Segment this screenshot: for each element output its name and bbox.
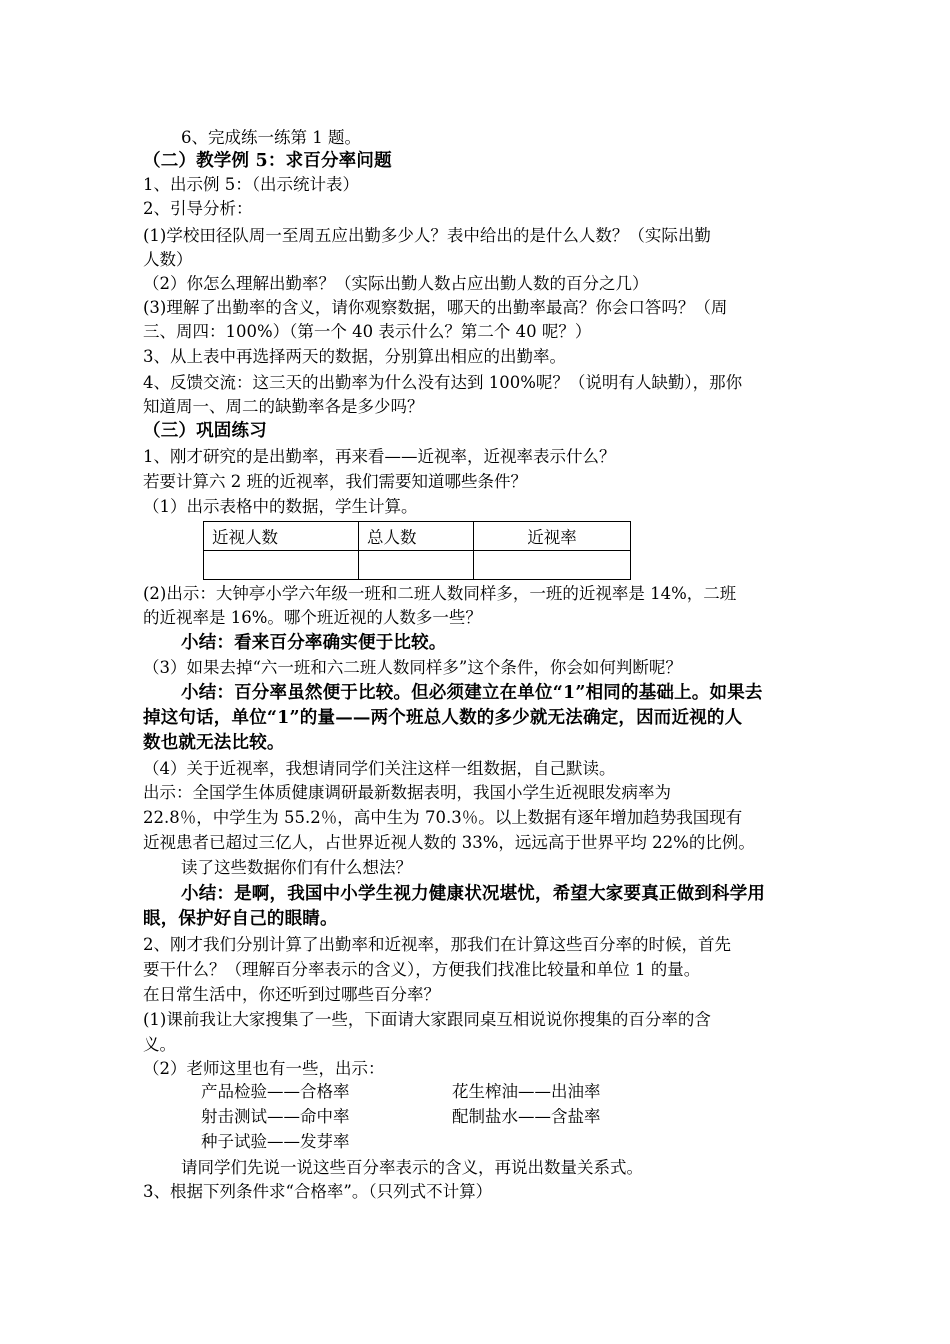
- paragraph-line: 近视患者已超过三亿人，占世界近视人数的 33%，远远高于世界平均 22%的比例。: [143, 833, 755, 852]
- section-heading-practice: （三）巩固练习: [143, 421, 267, 441]
- paragraph-line: 人数）: [143, 250, 193, 269]
- rate-item: 种子试验——发芽率: [201, 1132, 350, 1151]
- paragraph-line: 3、根据下列条件求“合格率”。（只列式不计算）: [143, 1182, 493, 1201]
- table-header-cell: 总人数: [359, 522, 474, 551]
- paragraph-line: 若要计算六 2 班的近视率，我们需要知道哪些条件？: [143, 472, 527, 491]
- section-heading-example5: （二）教学例 5：求百分率问题: [143, 151, 392, 171]
- table-cell: [474, 551, 631, 580]
- table-row: [204, 551, 631, 580]
- paragraph-line: 2、引导分析：: [143, 199, 253, 218]
- myopia-table: [203, 521, 631, 580]
- paragraph-line: 3、从上表中再选择两天的数据，分别算出相应的出勤率。: [143, 347, 566, 366]
- paragraph-line: 4、反馈交流：这三天的出勤率为什么没有达到 100%呢？（说明有人缺勤），那你: [143, 373, 743, 392]
- summary-line: 小结：看来百分率确实便于比较。: [181, 633, 447, 653]
- paragraph-line: （2）老师这里也有一些，出示：: [143, 1059, 385, 1078]
- table-cell: [204, 551, 359, 580]
- table-header-cell: 近视人数: [204, 522, 359, 551]
- paragraph-line: 的近视率是 16%。哪个班近视的人数多一些？: [143, 608, 482, 627]
- paragraph-line: (1)课前我让大家搜集了一些，下面请大家跟同桌互相说说你搜集的百分率的含: [143, 1010, 711, 1029]
- paragraph-line: 出示：全国学生体质健康调研最新数据表明，我国小学生近视眼发病率为: [143, 783, 671, 802]
- exercise-line: 6、完成练一练第 1 题。: [181, 128, 361, 147]
- summary-line: 数也就无法比较。: [143, 733, 285, 753]
- rate-item: 产品检验——合格率: [201, 1082, 350, 1101]
- summary-line: 小结：是啊，我国中小学生视力健康状况堪忧，希望大家要真正做到科学用: [181, 884, 766, 904]
- paragraph-line: 1、出示例 5：（出示统计表）: [143, 175, 359, 194]
- paragraph-line: 1、刚才研究的是出勤率，再来看——近视率，近视率表示什么？: [143, 447, 616, 466]
- paragraph-line: 请同学们先说一说这些百分率表示的含义，再说出数量关系式。: [181, 1158, 643, 1177]
- paragraph-line: （2）你怎么理解出勤率？（实际出勤人数占应出勤人数的百分之几）: [143, 274, 649, 293]
- paragraph-line: 2、刚才我们分别计算了出勤率和近视率，那我们在计算这些百分率的时候，首先: [143, 935, 731, 954]
- paragraph-line: (2)出示：大钟亭小学六年级一班和二班人数同样多，一班的近视率是 14%，二班: [143, 584, 737, 603]
- paragraph-line: 三、周四：100%）（第一个 40 表示什么？第二个 40 呢？）: [143, 322, 592, 341]
- table-header-cell: 近视率: [474, 522, 631, 551]
- paragraph-line: （4）关于近视率，我想请同学们关注这样一组数据，自己默读。: [143, 759, 616, 778]
- rate-item: 射击测试——命中率: [201, 1107, 350, 1126]
- paragraph-line: 要干什么？（理解百分率表示的含义），方便我们找准比较量和单位 1 的量。: [143, 960, 701, 979]
- paragraph-line: 义。: [143, 1035, 176, 1054]
- paragraph-line: 22.8％，中学生为 55.2％，高中生为 70.3％。以上数据有逐年增加趋势我国现有: [143, 808, 743, 827]
- paragraph-line: (1)学校田径队周一至周五应出勤多少人？表中给出的是什么人数？（实际出勤: [143, 226, 711, 245]
- table-header-row: [204, 522, 631, 551]
- summary-line: 小结：百分率虽然便于比较。但必须建立在单位“1”相同的基础上。如果去: [181, 683, 763, 703]
- summary-line: 眼，保护好自己的眼睛。: [143, 909, 338, 929]
- paragraph-line: 在日常生活中，你还听到过哪些百分率？: [143, 985, 440, 1004]
- rate-item: 花生榨油——出油率: [452, 1082, 601, 1101]
- paragraph-line: (3)理解了出勤率的含义，请你观察数据，哪天的出勤率最高？你会口答吗？（周: [143, 298, 728, 317]
- paragraph-line: （3）如果去掉“六一班和六二班人数同样多”这个条件，你会如何判断呢？: [143, 658, 682, 677]
- rate-item: 配制盐水——含盐率: [452, 1107, 601, 1126]
- summary-line: 掉这句话，单位“1”的量——两个班总人数的多少就无法确定，因而近视的人: [143, 708, 743, 728]
- paragraph-line: 读了这些数据你们有什么想法？: [181, 858, 412, 877]
- paragraph-line: （1）出示表格中的数据，学生计算。: [143, 497, 418, 516]
- paragraph-line: 知道周一、周二的缺勤率各是多少吗？: [143, 397, 424, 416]
- table-cell: [359, 551, 474, 580]
